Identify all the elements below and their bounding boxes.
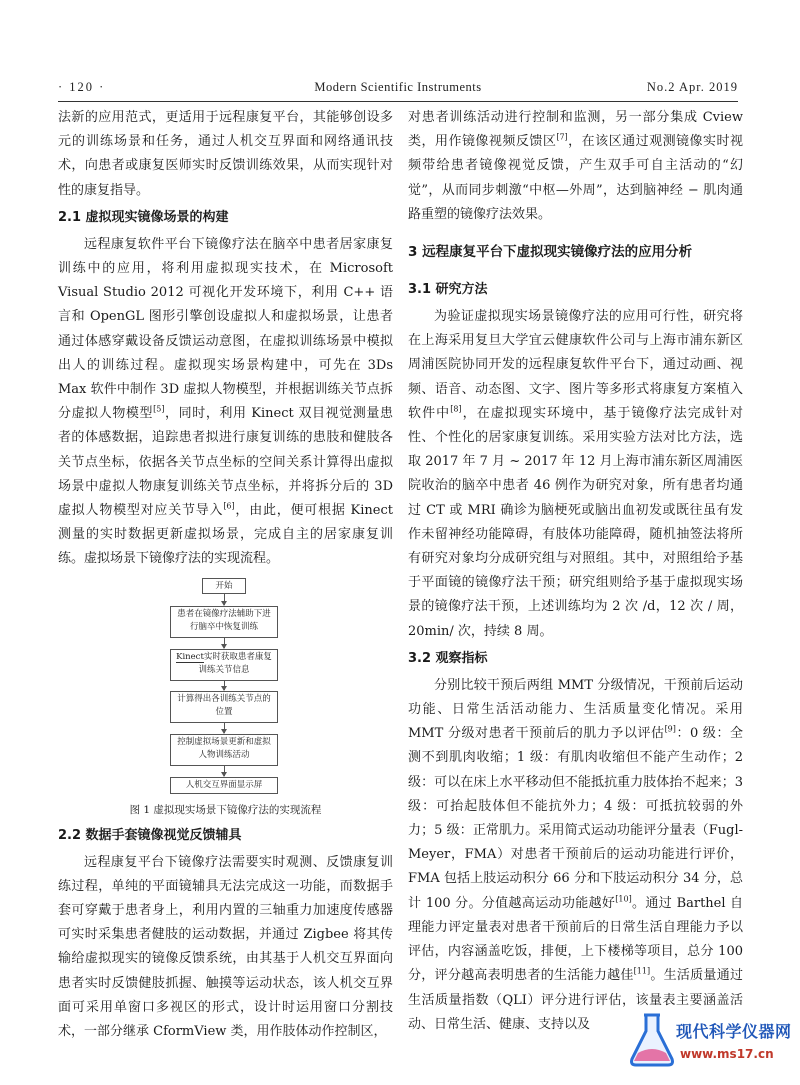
flow-arrow — [224, 681, 225, 690]
page-number: · 120 · — [58, 80, 106, 94]
paragraph: 远程康复平台下镜像疗法需要实时观测、反馈康复训练过程，单纯的平面镜辅具无法完成这一功能，而数据手套可穿戴于患者身上，利用内置的三轴重力加速度传感器可实时采集患者健肢的运动数据，并通过 Zigbee 将其传输给虚拟现实的镜像反馈系统，由其基于人机交互界面向患者实时反馈健肢抓握、触摸等运动状态，该人机交互界面可采用单窗口多视区的形式，设计时运用窗口分割技术，一部分继承 CformView 类，用作肢体动作控制区， — [58, 854, 393, 1040]
paragraph: 对患者训练活动进行控制和监测，另一部分集成 Cview 类，用作镜像视频反馈区[7]，在该区通过观测镜像实时视频带给患者镜像视觉反馈，产生双手可自主活动的“幻觉”，从而同步刺激“中枢—外周”，达到脑神经 − 肌肉通路重塑的镜像疗法效果。 — [408, 110, 743, 222]
flow-step-display: 人机交互界面显示屏 — [170, 777, 278, 794]
paragraph: 远程康复软件平台下镜像疗法在脑卒中患者居家康复训练中的应用，将利用虚拟现实技术，在 Microsoft Visual Studio 2012 可视化开发环境下，利用 C++ 语言和 OpenGL 图形引擎创设虚拟人和虚拟场景，让患者通过体感穿戴设备反馈运动意图，在虚拟训练场景中模拟出人的训练过程。虚拟现实场景构建中，可先在 3Ds Max 软件中制作 3D 虚拟人物模型，并根据训练关节点拆分虚拟人物模型[5]，同时，利用 Kinect 双目视觉测量患者的体感数据，追踪患者拟进行康复训练的患肢和健肢各关节点坐标，依据各关节点坐标的空间关系计算得出虚拟场景中虚拟人物康复训练关节点坐标，并将拆分后的 3D 虚拟人物模型对应关节导入[6]，由此，便可根据 Kinect 测量的实时数据更新虚拟场景，完成自主的居家康复训练。虚拟场景下镜像疗法的实现流程。 — [58, 236, 393, 567]
citation: [6] — [223, 501, 235, 511]
right-column — [408, 106, 743, 1037]
issue-info: No.2 Apr. 2019 — [646, 80, 738, 94]
paragraph: 法新的应用范式，更适用于远程康复平台，其能够创设多元的训练场景和任务，通过人机交互界面和网络通讯技术，向患者或康复医师实时反馈训练效果，从而实现针对性的康复指导。 — [58, 110, 393, 198]
flow-step-control: 控制虚拟场景更新和虚拟人物训练活动 — [170, 734, 278, 766]
journal-name: Modern Scientific Instruments — [314, 80, 482, 94]
header-rule — [58, 101, 738, 102]
section-heading-3: 3 远程康复平台下虚拟现实镜像疗法的应用分析 — [408, 244, 693, 261]
paragraph: 为验证虚拟现实场景镜像疗法的应用可行性，研究将在上海采用复旦大学宜云健康软件公司与上海市浦东新区周浦医院协同开发的远程康复软件平台下，通过动画、视频、语音、动态图、文字、图片等多形式将康复方案植入软件中[8]，在虚拟现实环境中，基于镜像疗法完成针对性、个性化的居家康复训练。采用实验方法对比方法，选取 2017 年 7 月 ~ 2017 年 12 月上海市浦东新区周浦医院收治的脑卒中患者 46 例作为研究对象，所有患者均通过 CT 或 MRI 确诊为脑梗死或脑出血初发或既往虽有发作未留神经功能障碍，有肢体功能障碍，随机抽签法将所有研究对象均分成研究组与对照组。其中，对照组给予基于平面镜的镜像疗法干预；研究组则给予基于虚拟现实场景的镜像疗法干预，上述训练均为 2 次 /d，12 次 / 周，20min/ 次，持续 8 周。 — [408, 309, 743, 639]
citation: [5] — [153, 404, 165, 414]
figure-caption: 图 1 虚拟现实场景下镜像疗法的实现流程 — [129, 803, 322, 816]
watermark-url: www.ms17.cn — [680, 1047, 774, 1061]
flow-step-kinect: Kinect实时获取患者康复训练关节信息 — [170, 649, 278, 681]
watermark-title: 现代科学仪器网 — [676, 1022, 792, 1041]
section-heading-2-1: 2.1 虚拟现实镜像场景的构建 — [58, 209, 229, 225]
citation: [8] — [450, 404, 462, 414]
flow-start: 开始 — [202, 578, 246, 594]
flow-arrow — [224, 638, 225, 648]
section-heading-3-2: 3.2 观察指标 — [408, 650, 488, 666]
section-heading-2-2: 2.2 数据手套镜像视觉反馈辅具 — [58, 827, 242, 843]
citation: [11] — [633, 966, 651, 976]
flow-step-training: 患者在镜像疗法辅助下进行脑卒中恢复训练 — [170, 606, 278, 638]
citation: [7] — [556, 132, 568, 142]
flow-arrow — [224, 594, 225, 605]
flow-arrow — [224, 723, 225, 733]
paragraph: 分别比较干预后两组 MMT 分级情况，干预前后运动功能、日常生活活动能力、生活质量变化情况。采用 MMT 分级对患者干预前后的肌力予以评估[9]：0 级：全测不到肌肉收缩；1 级：有肌肉收缩但不能产生动作；2 级：可以在床上水平移动但不能抵抗重力肢体抬不起来；3 级：可抬起肢体但不能抗外力；4 级：可抵抗较弱的外力；5 级：正常肌力。采用简式运动功能评分量表（Fugl-Meyer，FMA）对患者干预前后的运动功能进行评价，FMA 包括上肢运动积分 66 分和下肢运动积分 34 分，总计 100 分。分值越高运动功能越好[10]。通过 Barthel 自理能力评定量表对患者干预前后的日常生活自理能力予以评估，内容涵盖吃饭，排便，上下楼梯等项目，总分 100 分，评分越高表明患者的生活能力越佳[11]。生活质量通过生活质量指数（QLI）评分进行评估，该量表主要涵盖活动、日常生活、健康、支持以及 — [408, 677, 744, 1032]
site-watermark — [628, 1003, 798, 1083]
left-column — [58, 106, 393, 1044]
citation: [10] — [615, 894, 632, 904]
kinect-term: Kinect — [176, 651, 204, 662]
section-heading-3-1: 3.1 研究方法 — [408, 282, 488, 298]
flowchart-figure — [58, 572, 393, 797]
flask-logo-icon — [628, 1009, 678, 1069]
page-header — [58, 80, 738, 100]
citation: [9] — [664, 724, 676, 734]
flow-arrow — [224, 766, 225, 776]
flow-step-compute: 计算得出各训练关节点的位置 — [170, 691, 278, 723]
